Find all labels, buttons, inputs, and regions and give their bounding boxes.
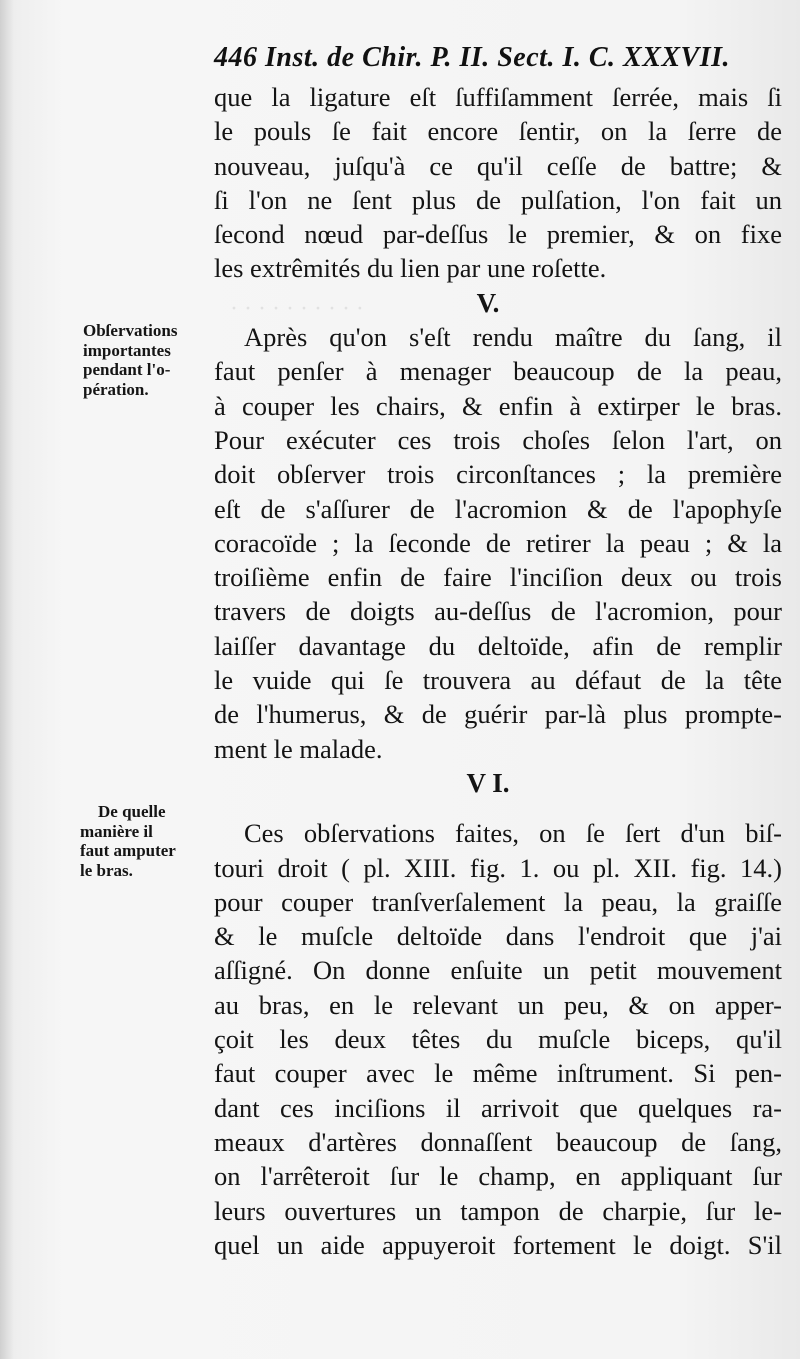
text-line: que la ligature eſt ſuffiſamment ſerrée, mais ſi — [214, 82, 782, 112]
margin-note-line: importantes — [83, 340, 171, 360]
text-line: quel un aide appuyeroit fortement le doigt. S'il — [214, 1229, 782, 1260]
text-line: faut penſer à menager beaucoup de la peau, — [214, 356, 782, 387]
text-line: eſt de s'aſſurer de l'acromion & de l'apophyſe — [214, 493, 782, 524]
text-line: faut couper avec le même inſtrument. Si pen- — [214, 1058, 782, 1089]
text-line: ment le malade. — [214, 733, 383, 764]
margin-note-line: pération. — [83, 379, 149, 399]
text-line: au bras, en le relevant un peu, & on apper- — [214, 989, 782, 1020]
margin-note-line: manière il — [80, 821, 153, 841]
margin-note-amputation — [80, 802, 205, 880]
running-header: 446 Inst. de Chir. P. II. Sect. I. C. XXXVII. — [214, 42, 731, 73]
text-line: ſecond nœud par-deſſus le premier, & on fixe — [214, 219, 782, 250]
text-line: çoit les deux têtes du muſcle biceps, qu'il — [214, 1024, 782, 1055]
text-line: aſſigné. On donne enſuite un petit mouvement — [214, 955, 782, 986]
text-line: le pouls ſe fait encore ſentir, on la ſerre de — [214, 116, 782, 147]
text-line: & le muſcle deltoïde dans l'endroit que j'ai — [214, 921, 782, 952]
text-line: laiſſer davantage du deltoïde, afin de remplir — [214, 630, 782, 661]
margin-note-line: De quelle — [98, 802, 166, 821]
section-gap — [214, 800, 782, 816]
section-number-5: V. — [476, 287, 500, 318]
text-line: leurs ouvertures un tampon de charpie, ſur le- — [214, 1195, 782, 1226]
text-line: troiſième enfin de faire l'inciſion deux ou trois — [214, 562, 782, 593]
text-line: de l'humerus, & de guérir par-là plus prompte- — [214, 699, 782, 730]
margin-note-observations — [83, 321, 208, 399]
text-line: les extrêmités du lien par une roſette. — [214, 253, 607, 284]
text-line: le vuide qui ſe trouvera au défaut de la tête — [214, 665, 782, 696]
text-line: Pour exécuter ces trois choſes ſelon l'art, on — [214, 424, 782, 455]
text-line: travers de doigts au-deſſus de l'acromion, pour — [214, 596, 782, 627]
text-line: touri droit ( pl. XIII. fig. 1. ou pl. XII. fig. 14.) — [214, 852, 782, 883]
text-line: Ces obſervations faites, on ſe ſert d'un biſ- — [244, 818, 782, 849]
text-line: nouveau, juſqu'à ce qu'il ceſſe de battre; & — [214, 150, 782, 181]
margin-note-line: pendant l'o- — [83, 360, 171, 379]
section-number-6: V I. — [466, 767, 510, 798]
text-line: coracoïde ; la ſeconde de retirer la peau ; & la — [214, 527, 782, 558]
text-line: ſi l'on ne ſent plus de pulſation, l'on fait un — [214, 184, 782, 215]
text-line: pour couper tranſverſalement la peau, la graiſſe — [214, 886, 782, 917]
main-text — [214, 80, 782, 1262]
text-line: dant ces inciſions il arrivoit que quelques ra- — [214, 1092, 782, 1123]
text-line: doit obſerver trois circonſtances ; la première — [214, 459, 782, 490]
margin-note-line: Obſervations — [83, 321, 178, 340]
text-line: meaux d'artères donnaſſent beaucoup de ſang, — [214, 1126, 782, 1157]
text-line: à couper les chairs, & enfin à extirper le bras. — [214, 390, 782, 421]
bleed-through-decoration: · · · · · · · · · · — [230, 296, 364, 322]
margin-note-line: faut amputer — [80, 841, 176, 860]
margin-note-line: le bras. — [80, 860, 133, 880]
text-line: on l'arrêteroit ſur le champ, en appliquant ſur — [214, 1161, 782, 1192]
gutter-shadow — [0, 0, 14, 1359]
text-line: Après qu'on s'eſt rendu maître du ſang, il — [244, 322, 782, 353]
